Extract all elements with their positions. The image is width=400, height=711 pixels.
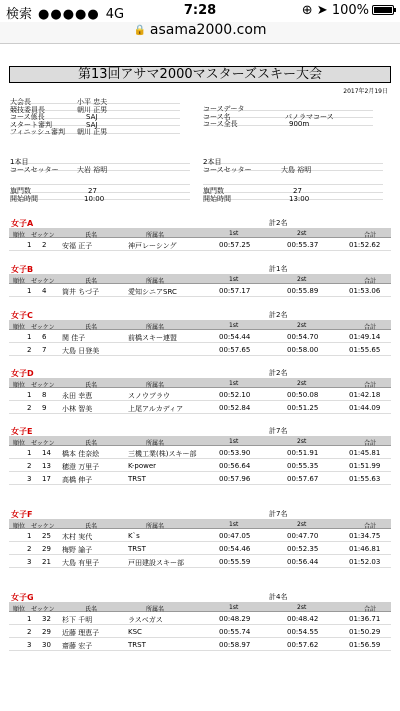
column-header-total: 合計 [364, 324, 377, 331]
section-header [9, 591, 391, 602]
table-row [9, 638, 391, 651]
cell-name: 永田 幸恵 [62, 392, 93, 400]
category-count: 計2名 [269, 311, 288, 319]
cell-bib: 21 [42, 558, 51, 566]
category-name: 女子G [11, 593, 34, 602]
cell-run1: 00:54.46 [219, 545, 251, 553]
cell-bib: 2 [42, 241, 47, 249]
column-header-total: 合計 [364, 606, 377, 613]
cell-name: 大島 有里子 [62, 559, 100, 567]
cell-name: 安福 正子 [62, 242, 93, 250]
column-header-total: 合計 [364, 382, 377, 389]
column-header-bib: ゼッケン [31, 523, 55, 530]
cell-rank: 2 [27, 545, 32, 553]
cell-rank: 1 [27, 615, 32, 623]
column-header-run1: 1st [229, 322, 239, 329]
table-row [9, 330, 391, 343]
cell-run2: 00:55.89 [287, 287, 319, 295]
category-count: 計2名 [269, 369, 288, 377]
page-title: 第13回アサマ2000マスターズスキー大会 [9, 66, 391, 83]
cell-run2: 00:51.25 [287, 404, 319, 412]
cell-rank: 3 [27, 558, 32, 566]
cell-name: 梅野 諭子 [62, 546, 93, 554]
section-header [9, 217, 391, 228]
cell-run2: 00:54.55 [287, 628, 319, 636]
cell-run1: 00:52.10 [219, 391, 251, 399]
official-row: 大会長 小平 忠夫 [10, 96, 180, 104]
column-header-run2: 2st [297, 438, 307, 445]
category-name: 女子C [11, 311, 33, 320]
category-count: 計4名 [269, 593, 288, 601]
cell-total: 01:56.59 [349, 641, 381, 649]
cell-bib: 4 [42, 287, 47, 295]
status-bar [0, 0, 400, 22]
column-header-bib: ゼッケン [31, 606, 55, 613]
column-header-run2: 2st [297, 521, 307, 528]
category-name: 女子F [11, 510, 33, 519]
carrier-label: 検索 [6, 7, 33, 22]
cell-club: 三機工業(株)スキー部 [128, 450, 197, 458]
cell-total: 01:36.71 [349, 615, 381, 623]
cell-total: 01:52.03 [349, 558, 381, 566]
cell-run1: 00:56.64 [219, 462, 251, 470]
section-header [9, 367, 391, 378]
cell-club: 愛知シニアSRC [128, 288, 177, 296]
cell-total: 01:42.18 [349, 391, 381, 399]
network-type: 4G [105, 7, 125, 22]
column-header-bib: ゼッケン [31, 278, 55, 285]
cell-bib: 25 [42, 532, 51, 540]
table-row [9, 542, 391, 555]
url-domain[interactable]: asama2000.com [149, 22, 267, 38]
cell-bib: 13 [42, 462, 51, 470]
cell-run1: 00:57.17 [219, 287, 251, 295]
column-header-club: 所属名 [146, 382, 165, 389]
column-header-run2: 2st [297, 276, 307, 283]
battery-percentage: 100% [331, 3, 369, 18]
cell-bib: 32 [42, 615, 51, 623]
cell-rank: 1 [27, 532, 32, 540]
cell-run2: 00:55.35 [287, 462, 319, 470]
cell-rank: 1 [27, 241, 32, 249]
cell-club: 前橋スキー連盟 [128, 334, 177, 342]
cell-name: 大島 日登美 [62, 347, 100, 355]
table-row [9, 472, 391, 485]
table-header [9, 602, 391, 612]
cell-rank: 2 [27, 404, 32, 412]
table-row [9, 343, 391, 356]
official-row: スタート審判 SAJ [10, 119, 180, 127]
course-data: コースデータ コース名 パノラマコース コース全長 900m [203, 103, 373, 126]
table-row [9, 401, 391, 414]
cell-total: 01:44.09 [349, 404, 381, 412]
cell-bib: 6 [42, 333, 47, 341]
table-row [9, 446, 391, 459]
cell-bib: 30 [42, 641, 51, 649]
column-header-name: 氏名 [85, 382, 98, 389]
location-rotation-icon: ⊕ ➤ [301, 3, 328, 18]
category-name: 女子E [11, 427, 33, 436]
column-header-run2: 2st [297, 322, 307, 329]
cell-name: 小林 智美 [62, 405, 93, 413]
cell-club: ラスベガス [128, 616, 163, 624]
category-name: 女子D [11, 369, 34, 378]
cell-total: 01:50.29 [349, 628, 381, 636]
cell-run1: 00:47.05 [219, 532, 251, 540]
table-row [9, 459, 391, 472]
column-header-name: 氏名 [85, 606, 98, 613]
cell-total: 01:45.81 [349, 449, 381, 457]
cell-run2: 00:56.44 [287, 558, 319, 566]
cell-club: TRST [128, 545, 146, 553]
cell-run2: 00:55.37 [287, 241, 319, 249]
column-header-total: 合計 [364, 523, 377, 530]
table-row [9, 625, 391, 638]
category-count: 計1名 [269, 265, 288, 273]
cell-name: 杉下 千明 [62, 616, 93, 624]
cell-rank: 1 [27, 287, 32, 295]
category-count: 計2名 [269, 219, 288, 227]
results-section [9, 508, 391, 568]
official-row: 競技委員長 朝川 正男 [10, 104, 180, 112]
category-count: 計7名 [269, 510, 288, 518]
column-header-rank: 順位 [13, 278, 26, 285]
cell-bib: 14 [42, 449, 51, 457]
run1-info: 1本目 コースセッター 大岩 裕明 旗門数 27 開始時間 10:00 [10, 156, 190, 200]
table-row [9, 612, 391, 625]
cell-run2: 00:51.91 [287, 449, 319, 457]
column-header-club: 所属名 [146, 606, 165, 613]
table-header [9, 378, 391, 388]
table-header [9, 519, 391, 529]
table-row [9, 238, 391, 251]
cell-total: 01:34.75 [349, 532, 381, 540]
column-header-name: 氏名 [85, 278, 98, 285]
cell-club: スノウブラウ [128, 392, 170, 400]
column-header-bib: ゼッケン [31, 382, 55, 389]
cell-name: 橋本 佳奈絵 [62, 450, 100, 458]
table-row [9, 529, 391, 542]
lock-icon: 🔒 [133, 25, 146, 36]
category-name: 女子B [11, 265, 34, 274]
section-header [9, 425, 391, 436]
cell-run2: 00:48.42 [287, 615, 319, 623]
officials-list [10, 96, 180, 134]
column-header-club: 所属名 [146, 324, 165, 331]
column-header-club: 所属名 [146, 440, 165, 447]
cell-club: K`s [128, 532, 140, 540]
cell-club: 神戸レーシング [128, 242, 177, 250]
table-row [9, 388, 391, 401]
column-header-run1: 1st [229, 521, 239, 528]
cell-run1: 00:53.90 [219, 449, 251, 457]
cell-club: KSC [128, 628, 142, 636]
battery-icon [372, 5, 394, 15]
cell-rank: 2 [27, 628, 32, 636]
cell-run1: 00:54.44 [219, 333, 251, 341]
column-header-total: 合計 [364, 232, 377, 239]
document-date: 2017年2月19日 [343, 88, 388, 95]
cell-total: 01:52.62 [349, 241, 381, 249]
cell-run1: 00:57.96 [219, 475, 251, 483]
cell-run1: 00:57.25 [219, 241, 251, 249]
category-count: 計7名 [269, 427, 288, 435]
official-row: コース係長 SAJ [10, 111, 180, 119]
cell-club: 上尾アルカディア [128, 405, 184, 413]
column-header-run1: 1st [229, 438, 239, 445]
cell-run1: 00:55.59 [219, 558, 251, 566]
cell-rank: 1 [27, 333, 32, 341]
cell-club: 戸田建設スキー部 [128, 559, 184, 567]
column-header-rank: 順位 [13, 523, 26, 530]
cell-bib: 9 [42, 404, 47, 412]
cell-rank: 2 [27, 346, 32, 354]
signal-strength-icon: ●●●●● [38, 7, 100, 22]
column-header-club: 所属名 [146, 232, 165, 239]
table-header [9, 436, 391, 446]
column-header-total: 合計 [364, 278, 377, 285]
cell-run1: 00:48.29 [219, 615, 251, 623]
column-header-run2: 2st [297, 230, 307, 237]
column-header-rank: 順位 [13, 382, 26, 389]
column-header-rank: 順位 [13, 232, 26, 239]
official-row: フィニッシュ審判 朝川 正男 [10, 126, 180, 134]
cell-run2: 00:57.62 [287, 641, 319, 649]
cell-run2: 00:52.35 [287, 545, 319, 553]
cell-run1: 00:52.84 [219, 404, 251, 412]
table-header [9, 228, 391, 238]
cell-club: K-power [128, 462, 157, 470]
section-header [9, 508, 391, 519]
address-bar[interactable] [0, 22, 400, 44]
cell-name: 筒井 ちづ子 [62, 288, 100, 296]
cell-rank: 2 [27, 462, 32, 470]
results-section [9, 591, 391, 651]
column-header-name: 氏名 [85, 523, 98, 530]
cell-bib: 29 [42, 545, 51, 553]
cell-rank: 3 [27, 475, 32, 483]
column-header-club: 所属名 [146, 278, 165, 285]
column-header-run1: 1st [229, 276, 239, 283]
cell-run2: 00:50.08 [287, 391, 319, 399]
column-header-bib: ゼッケン [31, 232, 55, 239]
cell-run2: 00:54.70 [287, 333, 319, 341]
column-header-rank: 順位 [13, 324, 26, 331]
results-section [9, 367, 391, 414]
table-header [9, 320, 391, 330]
column-header-total: 合計 [364, 440, 377, 447]
cell-total: 01:49.14 [349, 333, 381, 341]
cell-name: 高橋 伸子 [62, 476, 93, 484]
cell-total: 01:55.65 [349, 346, 381, 354]
column-header-run2: 2st [297, 604, 307, 611]
status-right [302, 3, 394, 18]
column-header-bib: ゼッケン [31, 324, 55, 331]
cell-name: 近藤 理恵子 [62, 629, 100, 637]
cell-bib: 7 [42, 346, 47, 354]
cell-total: 01:53.06 [349, 287, 381, 295]
results-section [9, 263, 391, 297]
cell-bib: 29 [42, 628, 51, 636]
cell-bib: 8 [42, 391, 47, 399]
cell-bib: 17 [42, 475, 51, 483]
table-row [9, 284, 391, 297]
column-header-rank: 順位 [13, 606, 26, 613]
cell-run2: 00:47.70 [287, 532, 319, 540]
cell-name: 関 佳子 [62, 334, 86, 342]
results-section [9, 217, 391, 251]
column-header-name: 氏名 [85, 440, 98, 447]
cell-total: 01:46.81 [349, 545, 381, 553]
cell-total: 01:51.99 [349, 462, 381, 470]
cell-name: 齋藤 宏子 [62, 642, 93, 650]
cell-run1: 00:58.97 [219, 641, 251, 649]
cell-run1: 00:55.74 [219, 628, 251, 636]
section-header [9, 309, 391, 320]
cell-name: 穂澄 万里子 [62, 463, 100, 471]
category-name: 女子A [11, 219, 34, 228]
column-header-bib: ゼッケン [31, 440, 55, 447]
column-header-run1: 1st [229, 380, 239, 387]
cell-club: TRST [128, 641, 146, 649]
cell-rank: 1 [27, 449, 32, 457]
status-time: 7:28 [183, 3, 217, 18]
cell-run2: 00:58.00 [287, 346, 319, 354]
column-header-run2: 2st [297, 380, 307, 387]
column-header-name: 氏名 [85, 232, 98, 239]
table-header [9, 274, 391, 284]
column-header-name: 氏名 [85, 324, 98, 331]
column-header-run1: 1st [229, 230, 239, 237]
section-header [9, 263, 391, 274]
results-section [9, 425, 391, 485]
cell-name: 木村 実代 [62, 533, 93, 541]
run2-info: 2本目 コースセッター 大島 裕明 旗門数 27 開始時間 13:00 [203, 156, 383, 200]
column-header-rank: 順位 [13, 440, 26, 447]
cell-total: 01:55.63 [349, 475, 381, 483]
cell-run1: 00:57.65 [219, 346, 251, 354]
cell-run2: 00:57.67 [287, 475, 319, 483]
results-section [9, 309, 391, 356]
column-header-club: 所属名 [146, 523, 165, 530]
cell-club: TRST [128, 475, 146, 483]
column-header-run1: 1st [229, 604, 239, 611]
cell-rank: 1 [27, 391, 32, 399]
table-row [9, 555, 391, 568]
cell-rank: 3 [27, 641, 32, 649]
